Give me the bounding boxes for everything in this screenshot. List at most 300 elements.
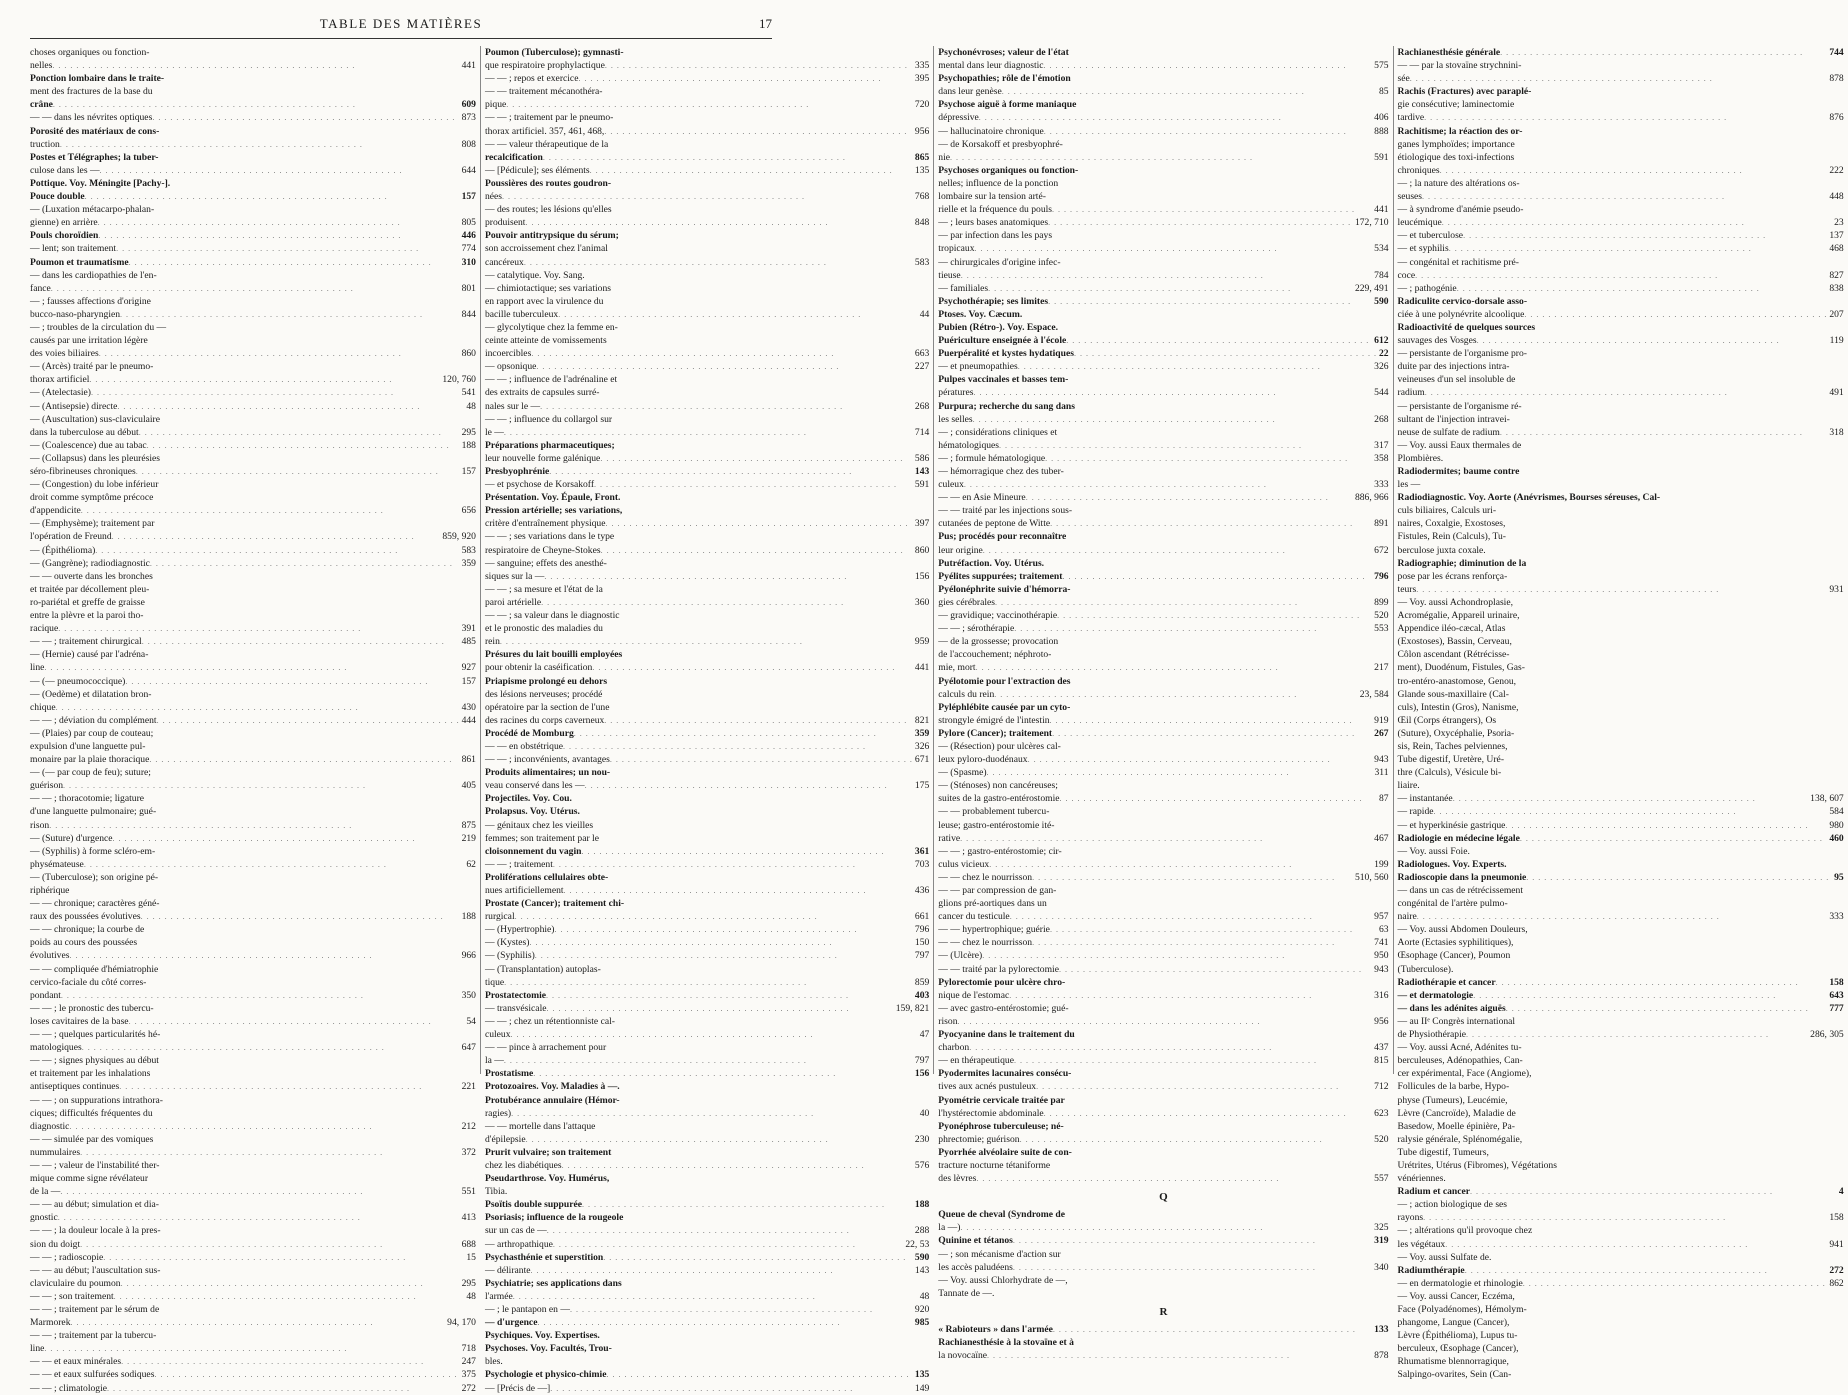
index-entry: [938, 544, 1388, 557]
leader-dots: [555, 923, 913, 936]
leader-dots: [44, 1342, 459, 1355]
entry-text: expulsion d'une languette pul-: [30, 740, 146, 752]
entry-text: pondant: [30, 989, 61, 1001]
entry-text: pique: [484, 99, 507, 111]
index-entry: [1398, 46, 1844, 59]
index-entry: [1398, 648, 1844, 661]
index-entry: [1398, 635, 1844, 648]
leader-dots: [95, 544, 459, 557]
leader-dots: [987, 766, 1373, 779]
entry-page-number: 188: [461, 439, 476, 451]
entry-text: fance: [30, 282, 51, 294]
index-entry: [485, 884, 929, 897]
entry-text: des lésions nerveuses; procédé: [484, 688, 603, 700]
index-entry: [938, 1221, 1388, 1234]
entry-text: Salpingo-ovarites, Sein (Can-: [1397, 1369, 1512, 1381]
entry-page-number: 405: [461, 780, 476, 792]
entry-text: en rapport avec la virulence du: [484, 295, 604, 307]
index-entry: [485, 1107, 929, 1120]
index-entry: [30, 452, 476, 465]
leader-dots: [89, 373, 440, 386]
entry-page-number: 441: [914, 662, 930, 674]
entry-text: — [Précis de —]: [484, 1382, 551, 1394]
entry-text: leur nouvelle forme galénique: [484, 452, 601, 464]
index-entry: [30, 1120, 476, 1133]
leader-dots: [1032, 871, 1353, 884]
index-entry: [1398, 439, 1844, 452]
entry-text: de l'accouchement; néphroto-: [938, 649, 1052, 661]
index-entry: [485, 1316, 929, 1329]
index-entry: [30, 1224, 476, 1237]
leader-dots: [116, 242, 460, 255]
index-entry: [1398, 805, 1844, 818]
entry-text: cer expérimental, Face (Angiome),: [1397, 1068, 1532, 1080]
index-entry: [938, 1234, 1388, 1247]
index-entry: [1398, 858, 1844, 871]
entry-text: — arthropathique: [484, 1238, 553, 1250]
index-entry: [485, 714, 929, 727]
entry-text: — (Ulcère): [938, 950, 983, 962]
index-entry: [1398, 164, 1844, 177]
entry-text: Pyélonéphrite suivie d'hémorra-: [938, 583, 1071, 595]
entry-page-number: 927: [461, 662, 476, 674]
entry-page-number: 157: [461, 466, 476, 477]
entry-page-number: 467: [1374, 832, 1389, 844]
entry-page-number: 310: [461, 256, 476, 268]
entry-text: Urétrites, Utérus (Fibromes), Végétations: [1397, 1159, 1557, 1171]
leader-dots: [1014, 622, 1372, 635]
entry-text: tropicaux: [938, 243, 975, 255]
index-entry: [485, 622, 929, 635]
index-entry: [30, 46, 476, 59]
leader-dots: [1465, 1264, 1828, 1277]
index-entry: [1398, 727, 1844, 740]
index-entry: [1398, 72, 1844, 85]
index-entry: [485, 1185, 929, 1198]
leader-dots: [511, 1107, 918, 1120]
entry-text: — — ; gastro-entérostomie; cir-: [938, 845, 1062, 857]
entry-text: cloisonnement du vagin: [484, 845, 582, 857]
index-entry: [1398, 190, 1844, 203]
index-entry: [1398, 85, 1844, 98]
entry-text: — — chronique; la courbe de: [30, 924, 145, 936]
entry-text: Queue de cheval (Syndrome de: [938, 1209, 1065, 1221]
leader-dots: [1424, 111, 1827, 124]
entry-page-number: 326: [914, 740, 930, 752]
entry-page-number: 441: [1374, 204, 1389, 216]
leader-dots: [541, 596, 913, 609]
entry-text: ralysie générale, Splénomégalie,: [1397, 1133, 1523, 1145]
entry-text: — dans un cas de rétrécissement: [1397, 885, 1524, 896]
leader-dots: [152, 111, 459, 124]
entry-text: — avec gastro-entérostomie; gué-: [938, 1002, 1069, 1014]
entry-page-number: 372: [461, 1146, 476, 1158]
entry-page-number: 553: [1374, 623, 1389, 635]
entry-page-number: 288: [914, 1225, 930, 1237]
index-entry: [1398, 832, 1844, 845]
entry-page-number: 838: [1829, 282, 1844, 294]
index-entry: [30, 622, 476, 635]
leader-dots: [100, 164, 460, 177]
entry-text: ciée à une polynévrite alcoolique: [1397, 308, 1525, 320]
entry-text: de Physiothérapie: [1397, 1029, 1467, 1041]
index-entry: [485, 976, 929, 989]
entry-text: Prostatectomie: [484, 989, 547, 1001]
entry-page-number: 980: [1829, 819, 1844, 831]
entry-text: — — ; climatologie: [30, 1382, 108, 1394]
leader-dots: [1028, 753, 1373, 766]
entry-text: Psychologie et physico-chimie: [484, 1369, 607, 1381]
entry-page-number: 229, 491: [1354, 282, 1389, 294]
entry-text: Tube digestif, Tumeurs,: [1397, 1146, 1489, 1158]
index-entry: [485, 963, 929, 976]
index-entry: [1398, 701, 1844, 714]
entry-text: Pyélites suppurées; traitement: [938, 570, 1063, 582]
entry-text: Œsophage (Cancer), Poumon: [1397, 950, 1511, 962]
index-columns: [30, 46, 1844, 1394]
leader-dots: [82, 1041, 460, 1054]
index-entry: [1398, 138, 1844, 151]
entry-text: Pyocyanine dans le traitement du: [938, 1029, 1075, 1041]
index-entry: [938, 570, 1388, 583]
leader-dots: [149, 753, 459, 766]
leader-dots: [1416, 583, 1827, 596]
leader-dots: [500, 635, 913, 648]
entry-text: de la —: [30, 1186, 61, 1198]
entry-text: — ; altérations qu'il provoque chez: [1397, 1225, 1533, 1237]
entry-text: Prurit vulvaire; son traitement: [484, 1146, 612, 1158]
entry-text: — — chez le nourrisson: [938, 871, 1033, 883]
entry-text: Rhumatisme blennorragique,: [1397, 1356, 1509, 1368]
index-entry: [1398, 923, 1844, 936]
index-entry: [1398, 125, 1844, 138]
leader-dots: [129, 1015, 465, 1028]
entry-page-number: 714: [914, 426, 930, 438]
entry-text: Purpura; recherche du sang dans: [938, 400, 1075, 412]
leader-dots: [574, 727, 913, 740]
index-entry: [1398, 373, 1844, 386]
entry-page-number: 920: [914, 1304, 930, 1315]
index-entry: [1398, 1342, 1844, 1355]
entry-page-number: 544: [1374, 387, 1389, 399]
entry-text: Pylore (Cancer); traitement: [938, 727, 1053, 739]
entry-text: siques sur la —: [484, 570, 545, 582]
leader-dots: [979, 111, 1372, 124]
entry-text: Quinine et tétanos: [938, 1235, 1013, 1247]
index-entry: [938, 1349, 1388, 1362]
entry-text: respiratoire de Cheyne-Stokes: [484, 544, 601, 556]
entry-text: Psychothérapie; ses limites: [938, 295, 1049, 307]
index-entry: [938, 661, 1388, 674]
leader-dots: [603, 1251, 913, 1264]
entry-text: chez les diabétiques: [484, 1159, 562, 1171]
entry-text: — dans les cardiopathies de l'en-: [30, 269, 157, 281]
index-entry: [485, 635, 929, 648]
entry-text: la novocaïne: [938, 1350, 988, 1362]
entry-page-number: 485: [461, 636, 476, 648]
entry-text: — (Spasme): [938, 767, 987, 779]
leader-dots: [988, 282, 1353, 295]
index-entry: [30, 1002, 476, 1015]
leader-dots: [147, 439, 460, 452]
entry-text: Rachianesthésie à la stovaïne et à: [938, 1337, 1074, 1349]
index-entry: [485, 151, 929, 164]
leader-dots: [60, 1185, 459, 1198]
leader-dots: [1059, 963, 1372, 976]
entry-text: — — ; sa valeur dans le diagnostic: [484, 610, 620, 622]
entry-page-number: 361: [914, 845, 930, 857]
index-entry: [938, 753, 1388, 766]
index-entry: [1398, 478, 1844, 491]
index-entry: [485, 819, 929, 832]
entry-text: leucémique: [1397, 217, 1442, 229]
entry-page-number: 135: [914, 1369, 930, 1381]
index-entry: [485, 805, 929, 818]
entry-page-number: 584: [1829, 806, 1844, 818]
entry-text: l'armée: [484, 1290, 513, 1302]
leader-dots: [157, 714, 460, 727]
index-entry: [1398, 151, 1844, 164]
entry-text: Pyléphlébite causée par un cyto-: [938, 701, 1071, 713]
entry-page-number: 797: [914, 950, 930, 962]
leader-dots: [950, 151, 1372, 164]
index-entry: [1398, 1002, 1844, 1015]
entry-page-number: 199: [1374, 858, 1389, 870]
leader-dots: [533, 1067, 913, 1080]
entry-text: — et pneumopathies: [938, 361, 1018, 373]
index-entry: [30, 360, 476, 373]
entry-text: mie, mort: [938, 662, 976, 674]
leader-dots: [1020, 1133, 1373, 1146]
entry-page-number: 227: [914, 361, 930, 373]
entry-text: — — ; traitement par le sérum de: [30, 1304, 160, 1315]
index-entry: [938, 1336, 1388, 1349]
entry-text: — (Antisepsie) directe: [30, 400, 118, 412]
entry-text: — — ; traitement par le pneumo-: [484, 112, 614, 124]
entry-text: thre (Calculs), Vésicule bi-: [1397, 767, 1502, 779]
entry-text: Psychonévroses; valeur de l'état: [938, 47, 1069, 58]
entry-page-number: 644: [461, 164, 476, 176]
entry-page-number: 350: [461, 989, 476, 1001]
entry-text: Face (Polyadénomes), Hémolym-: [1397, 1304, 1527, 1315]
index-entry: [1398, 269, 1844, 282]
entry-text: lombaire sur la tension arté-: [938, 191, 1046, 203]
entry-text: — instantanée: [1397, 793, 1453, 805]
entry-text: — (— pneumococcique): [30, 675, 126, 687]
leader-dots: [582, 1198, 913, 1211]
leader-dots: [121, 1277, 460, 1290]
entry-page-number: 15: [466, 1251, 476, 1263]
index-entry: [938, 1015, 1388, 1028]
index-entry: [485, 373, 929, 386]
entry-text: Poumon (Tuberculose); gymnasti-: [484, 47, 624, 58]
index-entry: [938, 229, 1388, 242]
entry-text: — transvésicale: [484, 1002, 547, 1014]
page-number: 17: [759, 16, 772, 31]
entry-text: — et hyperkinésie gastrique: [1397, 819, 1506, 831]
entry-text: calculs du rein: [938, 688, 995, 700]
entry-text: — hémorragique chez des tuber-: [938, 466, 1064, 477]
entry-page-number: 267: [1374, 727, 1389, 739]
entry-text: — — par compression de gan-: [938, 885, 1057, 896]
entry-text: — congénital et rachitisme pré-: [1397, 256, 1520, 268]
index-entry: [1398, 1355, 1844, 1368]
leader-dots: [536, 360, 913, 373]
entry-text: berculeux, Œsophage (Cancer),: [1397, 1343, 1519, 1355]
leader-dots: [1453, 792, 1808, 805]
index-entry: [30, 138, 476, 151]
entry-text: femmes; son traitement par le: [484, 832, 599, 844]
index-entry: [485, 478, 929, 491]
entry-page-number: 583: [461, 544, 476, 556]
index-entry: [1398, 98, 1844, 111]
index-entry: [485, 727, 929, 740]
index-entry: [938, 177, 1388, 190]
leader-dots: [114, 1290, 465, 1303]
index-entry: [30, 1382, 476, 1395]
entry-text: tro-entéro-anastomose, Genou,: [1397, 675, 1517, 687]
index-entry: [485, 216, 929, 229]
index-entry: [1398, 347, 1844, 360]
entry-text: crâne: [30, 99, 53, 111]
leader-dots: [1415, 269, 1827, 282]
index-entry: [485, 517, 929, 530]
index-entry: [1398, 819, 1844, 832]
entry-text: physe (Tumeurs), Leucémie,: [1397, 1094, 1508, 1106]
index-entry: [30, 465, 476, 478]
index-entry: [938, 871, 1388, 884]
entry-page-number: 718: [461, 1343, 476, 1355]
entry-text: rurgical: [484, 911, 515, 923]
entry-text: Radiologie en médecine légale: [1397, 832, 1520, 844]
entry-page-number: 859, 920: [442, 531, 476, 543]
entry-page-number: 815: [1374, 1055, 1389, 1067]
leader-dots: [585, 779, 913, 792]
entry-page-number: 316: [1374, 989, 1389, 1001]
entry-text: naire: [1397, 911, 1417, 923]
leader-dots: [139, 426, 460, 439]
entry-text: thorax artificiel: [30, 374, 90, 386]
entry-text: — — ; chez un rétentionniste cal-: [484, 1015, 615, 1027]
leader-dots: [1463, 229, 1827, 242]
index-column-1: [30, 46, 480, 1394]
entry-text: — ; le pantapon en —: [484, 1304, 570, 1315]
entry-text: — ; considérations cliniques et: [938, 426, 1058, 438]
entry-text: leuse; gastro-entérostomie ité-: [938, 819, 1055, 831]
entry-text: — et dermatologie: [1397, 989, 1474, 1001]
entry-page-number: 149: [914, 1382, 930, 1394]
entry-text: suites de la gastro-entérostomie: [938, 793, 1060, 805]
entry-page-number: 222: [1829, 164, 1844, 176]
entry-text: sis, Rein, Taches pelviennes,: [1397, 740, 1508, 752]
leader-dots: [58, 622, 459, 635]
index-entry: [1398, 1238, 1844, 1251]
index-entry: [30, 1303, 476, 1316]
index-entry: [938, 190, 1388, 203]
entry-text: — Voy. aussi Eaux thermales de: [1397, 439, 1522, 451]
entry-page-number: 172, 710: [1354, 217, 1389, 229]
entry-page-number: 586: [914, 452, 930, 464]
entry-text: guérison: [30, 780, 64, 792]
entry-text: cancéreux: [484, 256, 524, 268]
entry-page-number: 956: [1374, 1015, 1389, 1027]
leader-dots: [84, 858, 465, 871]
leader-dots: [1044, 125, 1372, 138]
entry-text: rison: [30, 819, 50, 831]
entry-text: Prolapsus. Voy. Utérus.: [484, 806, 580, 818]
index-entry: [938, 963, 1388, 976]
index-entry: [938, 203, 1388, 216]
leader-dots: [1014, 1054, 1372, 1067]
leader-dots: [976, 1172, 1372, 1185]
leader-dots: [1062, 570, 1372, 583]
entry-text: antiseptiques continues: [30, 1081, 120, 1093]
index-entry: [938, 1107, 1388, 1120]
index-entry: [938, 1172, 1388, 1185]
entry-page-number: 188: [461, 911, 476, 923]
index-entry: [30, 1211, 476, 1224]
index-entry: [1398, 1251, 1844, 1264]
index-entry: [938, 819, 1388, 832]
leader-dots: [982, 949, 1372, 962]
index-entry: [1398, 1211, 1844, 1224]
entry-text: tracture nocturne tétaniforme: [938, 1159, 1051, 1171]
entry-page-number: 865: [914, 151, 930, 163]
entry-text: rayons: [1397, 1212, 1424, 1224]
index-entry: [938, 675, 1388, 688]
index-entry: [485, 858, 929, 871]
leader-dots: [1423, 1211, 1827, 1224]
index-entry: [938, 989, 1388, 1002]
leader-dots: [546, 989, 913, 1002]
index-entry: [30, 1041, 476, 1054]
leader-dots: [606, 517, 913, 530]
leader-dots: [975, 242, 1373, 255]
index-entry: [1398, 530, 1844, 543]
entry-page-number: 720: [914, 99, 930, 111]
entry-text: — (Suture) d'urgence: [30, 832, 113, 844]
entry-text: sée: [1397, 73, 1410, 85]
leader-dots: [594, 478, 913, 491]
index-entry: [485, 936, 929, 949]
entry-page-number: 23: [1834, 217, 1844, 229]
leader-dots: [1470, 1185, 1837, 1198]
index-entry: [30, 648, 476, 661]
entry-page-number: 821: [914, 714, 930, 726]
leader-dots: [610, 753, 913, 766]
entry-text: culose dans les —: [30, 164, 100, 176]
index-entry: [485, 701, 929, 714]
entry-text: line: [30, 1343, 45, 1355]
entry-page-number: 956: [914, 125, 930, 137]
entry-text: Radiodermites; baume contre: [1397, 466, 1520, 477]
index-entry: [938, 439, 1388, 452]
entry-page-number: 358: [1374, 452, 1389, 464]
entry-page-number: 158: [1829, 1212, 1844, 1224]
entry-page-number: 157: [461, 191, 476, 203]
index-entry: [938, 308, 1388, 321]
entry-page-number: 157: [461, 675, 476, 687]
entry-text: — — en Asie Mineure: [938, 492, 1026, 504]
index-entry: [1398, 282, 1844, 295]
leader-dots: [1422, 190, 1827, 203]
entry-text: Presbyophrénie: [484, 466, 550, 477]
index-entry: [938, 1323, 1388, 1336]
index-entry: [938, 910, 1388, 923]
entry-page-number: 159, 821: [895, 1002, 930, 1014]
leader-dots: [154, 1368, 459, 1381]
index-entry: [1398, 426, 1844, 439]
